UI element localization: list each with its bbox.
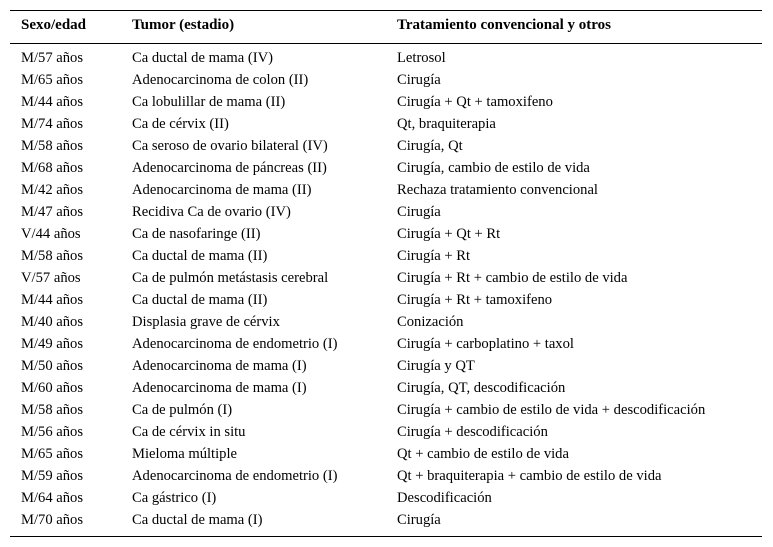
cell-tratamiento: Cirugía + descodificación xyxy=(397,424,548,440)
cell-sexo-edad: M/57 años xyxy=(21,50,84,66)
cell-sexo-edad: M/65 años xyxy=(21,72,84,88)
cell-tratamiento: Qt, braquiterapia xyxy=(397,116,496,132)
cell-tumor: Displasia grave de cérvix xyxy=(132,314,280,330)
cell-tratamiento: Cirugía + Rt + cambio de estilo de vida xyxy=(397,270,628,286)
cell-sexo-edad: M/42 años xyxy=(21,182,84,198)
cell-tumor: Adenocarcinoma de endometrio (I) xyxy=(132,468,338,484)
table-row xyxy=(10,201,762,223)
cell-tumor: Adenocarcinoma de páncreas (II) xyxy=(132,160,327,176)
cell-sexo-edad: M/58 años xyxy=(21,402,84,418)
table-row xyxy=(10,245,762,267)
cell-tratamiento: Cirugía xyxy=(397,72,441,88)
table-row xyxy=(10,421,762,443)
cell-tratamiento: Cirugía + carboplatino + taxol xyxy=(397,336,574,352)
table-row xyxy=(10,113,762,135)
table-row xyxy=(10,355,762,377)
table-row xyxy=(10,47,762,69)
cell-sexo-edad: V/57 años xyxy=(21,270,81,286)
cell-tumor: Ca de nasofaringe (II) xyxy=(132,226,261,242)
cell-tumor: Ca de pulmón metástasis cerebral xyxy=(132,270,329,286)
table-row xyxy=(10,465,762,487)
cell-tumor: Ca gástrico (I) xyxy=(132,490,217,506)
cell-sexo-edad: V/44 años xyxy=(21,226,81,242)
header-row xyxy=(10,17,762,39)
cell-tumor: Ca de pulmón (I) xyxy=(132,402,233,418)
cell-tratamiento: Qt + braquiterapia + cambio de estilo de vida xyxy=(397,468,662,484)
cell-tratamiento: Cirugía xyxy=(397,204,441,220)
cell-tratamiento: Cirugía + Rt + tamoxifeno xyxy=(397,292,553,308)
cell-tumor: Adenocarcinoma de mama (I) xyxy=(132,358,307,374)
cell-sexo-edad: M/59 años xyxy=(21,468,84,484)
cell-tratamiento: Cirugía + Qt + Rt xyxy=(397,226,501,242)
cell-sexo-edad: M/64 años xyxy=(21,490,84,506)
table-row xyxy=(10,443,762,465)
cell-tumor: Ca ductal de mama (IV) xyxy=(132,50,274,66)
cell-sexo-edad: M/40 años xyxy=(21,314,84,330)
cell-tratamiento: Cirugía + cambio de estilo de vida + descodificación xyxy=(397,402,706,418)
cell-tratamiento: Letrosol xyxy=(397,50,446,66)
cell-tratamiento: Rechaza tratamiento convencional xyxy=(397,182,598,198)
cell-tumor: Ca ductal de mama (I) xyxy=(132,512,263,528)
cell-tratamiento: Cirugía, cambio de estilo de vida xyxy=(397,160,590,176)
cell-sexo-edad: M/49 años xyxy=(21,336,84,352)
cell-tratamiento: Cirugía + Qt + tamoxifeno xyxy=(397,94,553,110)
table-row xyxy=(10,157,762,179)
header-rule xyxy=(10,43,762,44)
bottom-rule xyxy=(10,536,762,537)
cell-tumor: Ca ductal de mama (II) xyxy=(132,248,268,264)
cell-sexo-edad: M/60 años xyxy=(21,380,84,396)
cell-tumor: Adenocarcinoma de endometrio (I) xyxy=(132,336,338,352)
top-rule xyxy=(10,10,762,11)
cell-sexo-edad: M/58 años xyxy=(21,138,84,154)
header-tratamiento: Tratamiento convencional y otros xyxy=(397,17,612,33)
cell-tratamiento: Descodificación xyxy=(397,490,492,506)
cell-tratamiento: Cirugía, Qt xyxy=(397,138,463,154)
cell-tratamiento: Qt + cambio de estilo de vida xyxy=(397,446,569,462)
table-row xyxy=(10,223,762,245)
cell-tumor: Adenocarcinoma de mama (I) xyxy=(132,380,307,396)
cell-sexo-edad: M/58 años xyxy=(21,248,84,264)
table-row xyxy=(10,267,762,289)
table-row xyxy=(10,487,762,509)
cell-tumor: Mieloma múltiple xyxy=(132,446,237,462)
cell-tratamiento: Cirugía xyxy=(397,512,441,528)
cell-sexo-edad: M/44 años xyxy=(21,94,84,110)
cell-tratamiento: Cirugía + Rt xyxy=(397,248,471,264)
cell-tumor: Ca de cérvix (II) xyxy=(132,116,229,132)
table-row xyxy=(10,69,762,91)
cell-sexo-edad: M/65 años xyxy=(21,446,84,462)
cell-sexo-edad: M/47 años xyxy=(21,204,84,220)
cell-tratamiento: Conización xyxy=(397,314,464,330)
table-row xyxy=(10,333,762,355)
cell-tumor: Ca seroso de ovario bilateral (IV) xyxy=(132,138,328,154)
table-row xyxy=(10,509,762,531)
table-row xyxy=(10,91,762,113)
cell-tumor: Ca ductal de mama (II) xyxy=(132,292,268,308)
cell-sexo-edad: M/56 años xyxy=(21,424,84,440)
cell-sexo-edad: M/44 años xyxy=(21,292,84,308)
table-row xyxy=(10,135,762,157)
cell-sexo-edad: M/74 años xyxy=(21,116,84,132)
table-row xyxy=(10,377,762,399)
table-row xyxy=(10,311,762,333)
cell-tumor: Ca lobulillar de mama (II) xyxy=(132,94,286,110)
table-body xyxy=(10,47,762,531)
cell-sexo-edad: M/68 años xyxy=(21,160,84,176)
cell-tratamiento: Cirugía y QT xyxy=(397,358,475,374)
table-row xyxy=(10,399,762,421)
header-sexo-edad: Sexo/edad xyxy=(21,17,87,33)
cell-tumor: Adenocarcinoma de colon (II) xyxy=(132,72,309,88)
table-row xyxy=(10,289,762,311)
cell-sexo-edad: M/50 años xyxy=(21,358,84,374)
table-row xyxy=(10,179,762,201)
cell-tumor: Adenocarcinoma de mama (II) xyxy=(132,182,312,198)
cell-tumor: Recidiva Ca de ovario (IV) xyxy=(132,204,291,220)
cell-tumor: Ca de cérvix in situ xyxy=(132,424,246,440)
cell-tratamiento: Cirugía, QT, descodificación xyxy=(397,380,566,396)
cell-sexo-edad: M/70 años xyxy=(21,512,84,528)
header-tumor: Tumor (estadio) xyxy=(132,17,235,33)
